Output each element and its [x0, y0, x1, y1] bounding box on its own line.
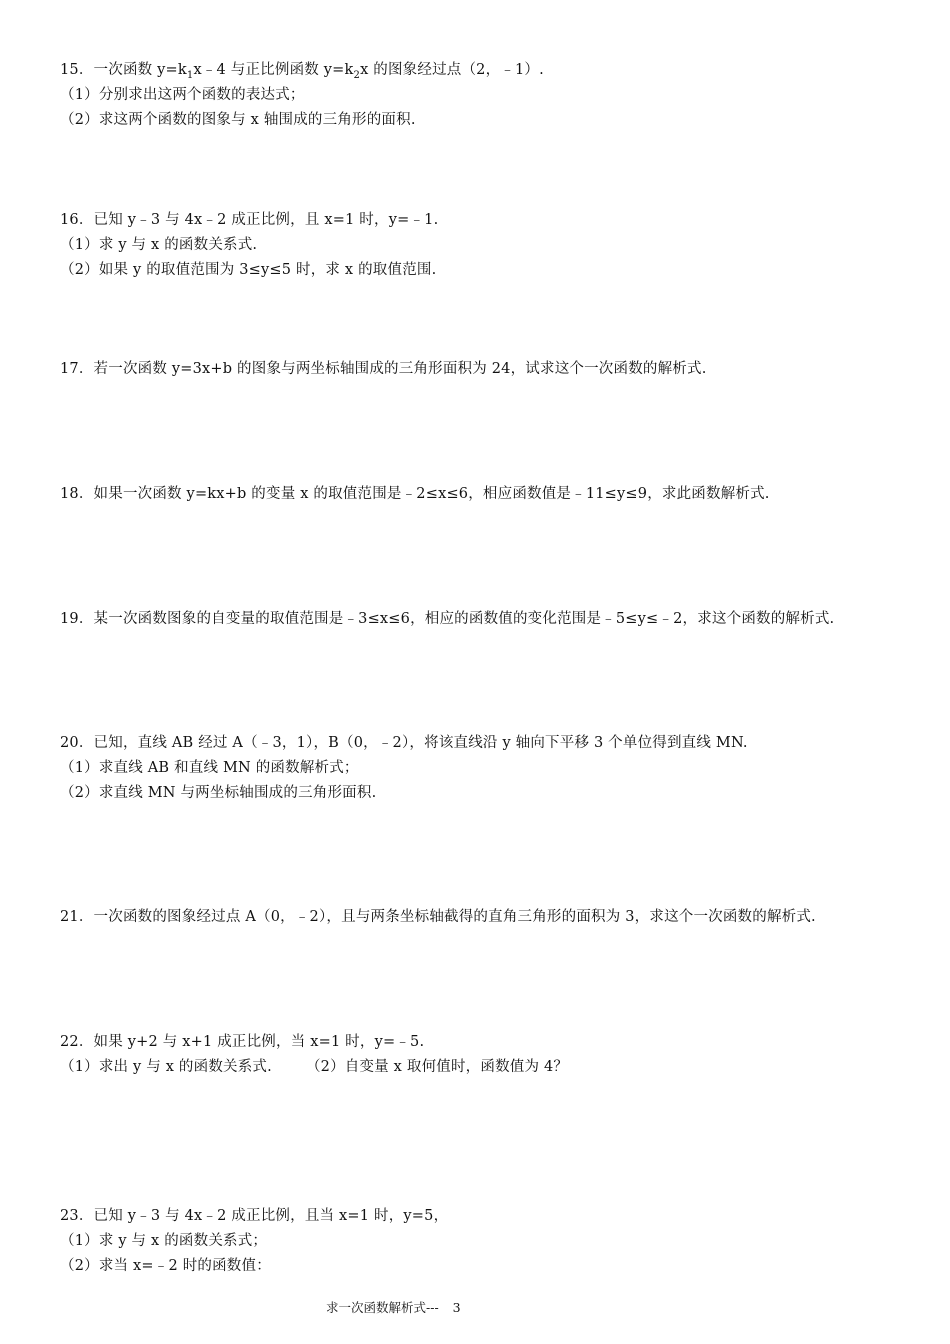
problem-20-part-2: （2）求直线 MN 与两坐标轴围成的三角形面积.: [60, 785, 377, 801]
problem-15-text-pre: 15．一次函数 y=k: [60, 62, 187, 78]
problem-23-question: 23．已知 y﹣3 与 4x﹣2 成正比例，且当 x=1 时，y=5，: [60, 1208, 449, 1224]
problem-22-question: 22．如果 y+2 与 x+1 成正比例，当 x=1 时，y=﹣5.: [60, 1034, 425, 1050]
problem-23-part-1: （1）求 y 与 x 的函数关系式；: [60, 1233, 268, 1249]
problem-17-question: 17．若一次函数 y=3x+b 的图象与两坐标轴围成的三角形面积为 24，试求这个一次函数的解析式.: [60, 361, 707, 377]
problem-22-part-1: （1）求出 y 与 x 的函数关系式.: [60, 1059, 272, 1075]
problem-20-part-1: （1）求直线 AB 和直线 MN 的函数解析式；: [60, 760, 359, 776]
subscript-1: 1: [186, 70, 194, 81]
problem-18-question: 18．如果一次函数 y=kx+b 的变量 x 的取值范围是﹣2≤x≤6，相应函数值是﹣11≤y≤9，求此函数解析式.: [60, 486, 770, 502]
problem-21-question: 21．一次函数的图象经过点 A（0，﹣2），且与两条坐标轴截得的直角三角形的面积为 3，求这个一次函数的解析式.: [60, 909, 816, 925]
problem-22-parts: [60, 1057, 568, 1077]
problem-15-question: [60, 60, 544, 82]
problem-15-text-mid: x﹣4 与正比例函数 y=k: [193, 62, 354, 78]
page-footer: [326, 1300, 461, 1316]
footer-title: 求一次函数解析式---: [326, 1300, 439, 1315]
problem-15-part-1: （1）分别求出这两个函数的表达式；: [60, 87, 305, 103]
problem-19-question: 19．某一次函数图象的自变量的取值范围是﹣3≤x≤6，相应的函数值的变化范围是﹣5≤y≤﹣2，求这个函数的解析式.: [60, 611, 835, 627]
problem-16-question: 16．已知 y﹣3 与 4x﹣2 成正比例，且 x=1 时，y=﹣1.: [60, 212, 439, 228]
problem-16-part-1: （1）求 y 与 x 的函数关系式.: [60, 237, 258, 253]
problem-20-question: 20．已知，直线 AB 经过 A（﹣3，1），B（0，﹣2），将该直线沿 y 轴向下平移 3 个单位得到直线 MN.: [60, 735, 748, 751]
problem-22-part-2: （2）自变量 x 取何值时，函数值为 4？: [305, 1059, 569, 1075]
problem-23-part-2: （2）求当 x=﹣2 时的函数值：: [60, 1258, 271, 1274]
subscript-2: 2: [353, 70, 361, 81]
problem-15-text-post: x 的图象经过点（2，﹣1）.: [360, 62, 544, 78]
problem-15-part-2: （2）求这两个函数的图象与 x 轴围成的三角形的面积.: [60, 112, 416, 128]
problem-16-part-2: （2）如果 y 的取值范围为 3≤y≤5 时，求 x 的取值范围.: [60, 262, 437, 278]
page-number: 3: [452, 1300, 461, 1315]
